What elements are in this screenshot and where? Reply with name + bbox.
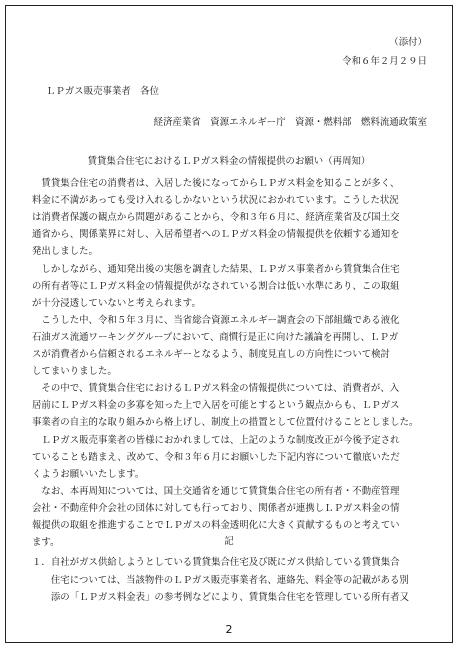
body-line: の所有者等にＬＰガス料金の情報提供がなされている割合は低い水準にあり、この取組 (32, 280, 400, 292)
body-line: スが消費者から信頼されるエネルギーとなるよう、制度見直しの方向性について検討 (32, 349, 390, 360)
date: 令和６年２月２９日 (342, 56, 427, 67)
body-line: が十分浸透していないと考えられます。 (32, 297, 201, 309)
body-line: 発出しました。 (32, 246, 98, 258)
body-line: その中で、賃貸集合住宅におけるＬＰガス料金の情報提供については、消費者が、入 (32, 383, 400, 395)
item-line: 添の「ＬＰガス料金表」の参考例などにより、賃貸集合住宅を管理している所有者又 (32, 592, 410, 603)
ki-heading: 記 (224, 536, 234, 547)
body-line: くようお願いいたします。 (32, 468, 145, 480)
page-number: 2 (225, 623, 233, 636)
body-line: 事業者の自主的な取り組みから格上げし、制度上の措置として位置付けることとしました。 (32, 417, 419, 429)
item-line: １．自社がガス供給しようとしている賃貸集合住宅及び既にガス供給している賃貸集合 (32, 557, 400, 568)
body-line: してまいりました。 (32, 366, 117, 378)
item-line: 住宅については、当該物件のＬＰガス販売事業者名、連絡先、料金等の記載がある別 (32, 574, 409, 586)
body-line: 賃貸集合住宅の消費者は、入居した後になってからＬＰガス料金を知ることが多く、 (32, 178, 400, 189)
document-page (5, 5, 453, 643)
body-line: は消費者保護の観点から問題があることから、令和３年６月に、経済産業省及び国土交 (32, 212, 400, 224)
body-line: 石油ガス流通ワーキンググループにおいて、商慣行是正に向けた議論を再開し、ＬＰガ (32, 331, 399, 343)
body-line: なお、本再周知については、国土交通省を通じて賃貸集合住宅の所有者・不動産管理 (32, 485, 400, 497)
body-line: ていることも踏まえ、改めて、令和３年６月にお願いした下記内容について徹底いただ (32, 451, 400, 463)
sender: 経済産業省 資源エネルギー庁 資源・燃料部 燃料流通政策室 (153, 117, 427, 128)
document-title: 賃貸集合住宅におけるＬＰガス料金の情報提供のお願い（再周知） (87, 156, 371, 167)
body-line: しかしながら、通知発出後の実態を調査した結果、ＬＰガス事業者から賃貸集合住宅 (32, 263, 400, 275)
addressee: ＬＰガス販売事業者 各位 (46, 86, 160, 97)
body-line: ます。 (32, 537, 60, 549)
body-line: 通省から、関係業界に対し、入居希望者へのＬＰガス料金の情報提供を依頼する通知を (32, 229, 400, 241)
attachment-label: （添付） (389, 37, 427, 48)
body-line: ＬＰガス販売事業者の皆様におかれましては、上記のような制度改正が今後予定され (32, 434, 400, 446)
body-line: こうした中、令和５年３月に、当省総合資源エネルギー調査会の下部組織である液化 (32, 314, 400, 326)
body-line: 料金に不満があっても受け入れるしかないという状況におかれています。こうした状況 (32, 195, 399, 207)
body-line: 報提供の取組を推進することでＬＰガスの料金透明化に大きく貢献するものと考えてい (32, 520, 400, 531)
body-line: 居前にＬＰガス料金の多寡を知った上で入居を可能とするという観点からも、ＬＰガス (32, 400, 400, 412)
body-line: 会社・不動産仲介会社の団体に対しても行っており、関係者が連携しＬＰガス料金の情 (32, 502, 400, 514)
